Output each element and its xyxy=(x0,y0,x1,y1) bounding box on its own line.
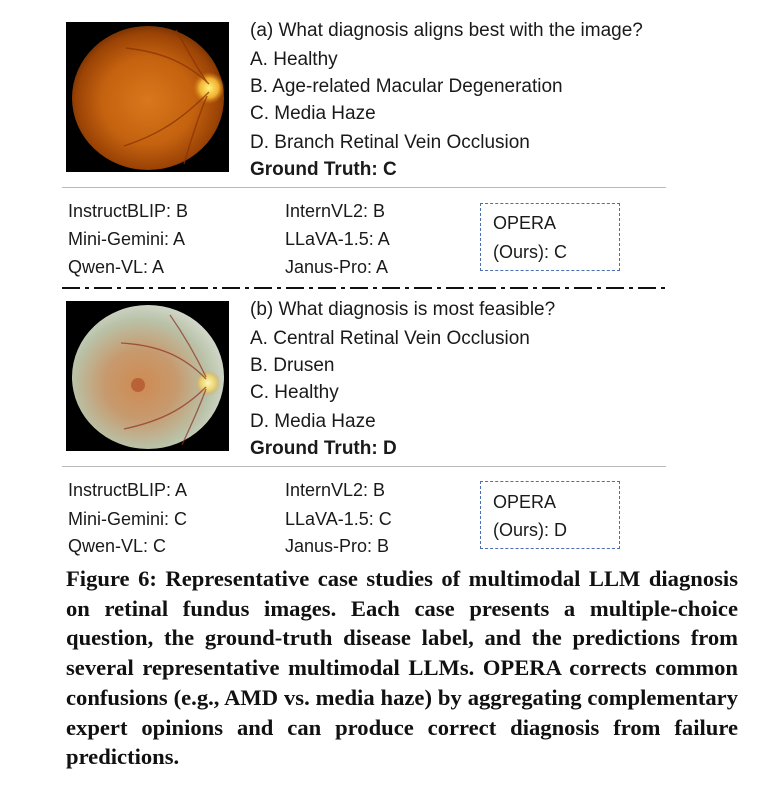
option-a-2: B. Age-related Macular Degeneration xyxy=(250,76,563,97)
fundus-image-a xyxy=(66,22,229,172)
prediction-b-internvl2: InternVL2: B xyxy=(285,480,386,500)
option-b-1: A. Central Retinal Vein Occlusion xyxy=(250,328,530,349)
opera-box-b xyxy=(480,481,620,549)
option-b-3: C. Healthy xyxy=(250,382,339,403)
prediction-a-llava: LLaVA-1.5: A xyxy=(285,229,390,249)
caption-text: Representative case studies of multimodal LLM diagnosis on retinal fundus images. Each case presents a multiple-choice question, the ground-truth disease label, and the predictions from several representative multimodal LLMs. OPERA corrects common confusions (e.g., AMD vs. media haze) by aggregating complementary expert opinions and can produce correct diagnosis from failure predictions. xyxy=(66,566,738,770)
opera-label-a: OPERA xyxy=(493,213,557,233)
prediction-a-internvl2: InternVL2: B xyxy=(285,201,386,221)
figure-label: Figure 6: xyxy=(66,566,157,591)
prediction-b-llava: LLaVA-1.5: C xyxy=(285,509,392,529)
option-b-4: D. Media Haze xyxy=(250,411,376,432)
option-a-3: C. Media Haze xyxy=(250,103,376,124)
prediction-a-minigemini: Mini-Gemini: A xyxy=(68,229,186,249)
prediction-b-januspro: Janus-Pro: B xyxy=(285,536,390,556)
prediction-a-instructblip: InstructBLIP: B xyxy=(68,201,189,221)
question-b: (b) What diagnosis is most feasible? xyxy=(250,299,556,320)
prediction-b-minigemini: Mini-Gemini: C xyxy=(68,509,188,529)
ground-truth-b: Ground Truth: D xyxy=(250,438,397,459)
option-b-2: B. Drusen xyxy=(250,355,335,376)
ground-truth-a: Ground Truth: C xyxy=(250,159,397,180)
fundus-image-b xyxy=(66,301,229,451)
option-a-1: A. Healthy xyxy=(250,49,338,70)
divider-b xyxy=(62,466,666,467)
case-separator xyxy=(62,287,666,289)
opera-box-a xyxy=(480,203,620,271)
prediction-a-januspro: Janus-Pro: A xyxy=(285,257,389,277)
opera-prediction-a: (Ours): C xyxy=(493,242,567,262)
prediction-b-instructblip: InstructBLIP: A xyxy=(68,480,188,500)
question-a: (a) What diagnosis aligns best with the image? xyxy=(250,20,643,41)
opera-prediction-b: (Ours): D xyxy=(493,520,567,540)
opera-label-b: OPERA xyxy=(493,492,557,512)
divider-a xyxy=(62,187,666,188)
prediction-b-qwenvl: Qwen-VL: C xyxy=(68,536,167,556)
prediction-a-qwenvl: Qwen-VL: A xyxy=(68,257,165,277)
option-a-4: D. Branch Retinal Vein Occlusion xyxy=(250,132,530,153)
figure-caption xyxy=(66,564,738,772)
